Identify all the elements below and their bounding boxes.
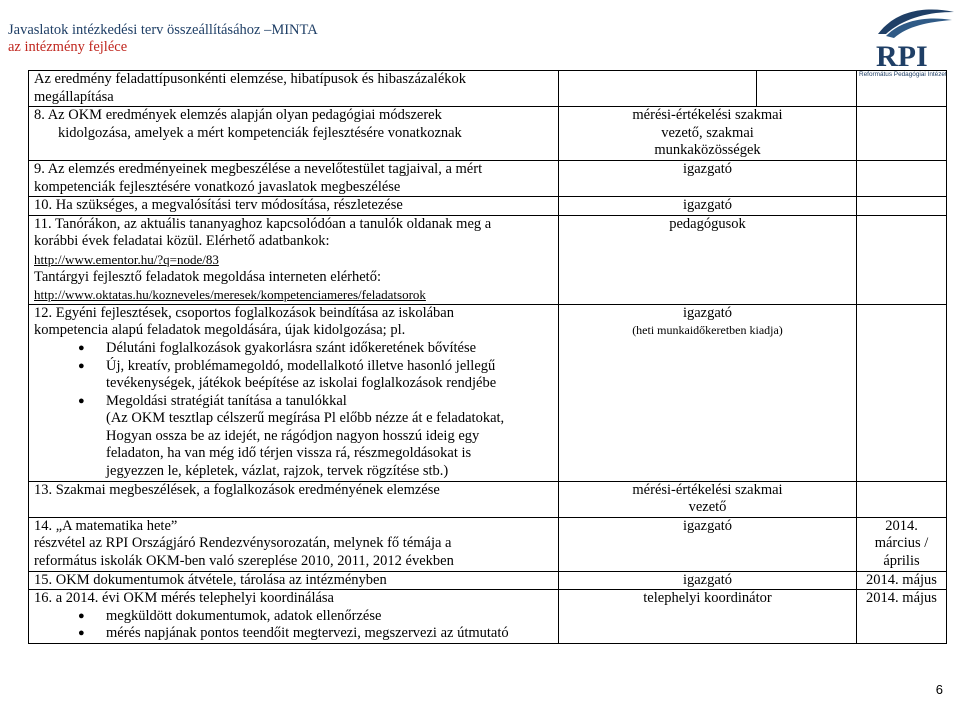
feladatsorok-link[interactable]: http://www.oktatas.hu/kozneveles/meresek/kompetenciameres/feladatsorok — [34, 287, 426, 303]
task-cell — [29, 517, 559, 571]
responsible-text: vezető — [688, 499, 727, 516]
table-row — [29, 590, 947, 644]
deadline-cell: 2014. május — [857, 571, 947, 590]
deadline-text: március / — [874, 535, 929, 552]
task-cell: 13. Szakmai megbeszélések, a foglalkozások eredményének elemzése — [29, 481, 559, 517]
task-text: 8. Az OKM eredmények elemzés alapján olyan pedagógiai módszerek — [34, 107, 442, 124]
rpi-logo — [856, 4, 956, 78]
responsible-text: munkaközösségek — [654, 142, 761, 159]
deadline-cell: 2014. május — [857, 590, 947, 644]
document-header-title: Javaslatok intézkedési terv összeállításához –MINTA — [8, 22, 318, 38]
rpi-logo-caption: Református Pedagógiai Intézet — [859, 71, 947, 78]
task-text: 16. a 2014. évi OKM mérés telephelyi koordinálása — [34, 590, 334, 607]
responsible-cell: igazgató — [559, 571, 857, 590]
responsible-text: mérési-értékelési szakmai — [632, 481, 783, 498]
task-text: korábbi évek feladatai közül. Elérhető adatbankok: — [34, 233, 330, 250]
task-text: kompetenciák fejlesztésére vonatkozó javaslatok megbeszélése — [34, 178, 401, 195]
deadline-text: április — [883, 553, 920, 570]
table-row — [29, 571, 947, 590]
task-text: kidolgozása, amelyek a mért kompetenciák fejlesztésére vonatkoznak — [58, 124, 462, 141]
task-cell — [29, 215, 559, 304]
task-text: Az eredmény feladattípusonkénti elemzése, hibatípusok és hibaszázalékok — [34, 71, 467, 87]
action-plan-table — [28, 70, 947, 644]
bullet-continuation: feladaton, ha van még idő térjen vissza rá, részmegoldásokat is — [106, 445, 472, 462]
task-cell: 10. Ha szükséges, a megvalósítási terv módosítása, részletezése — [29, 197, 559, 216]
responsible-text: vezető, szakmai — [661, 124, 754, 141]
task-text: részvétel az RPI Országjáró Rendezvénysorozatán, melynek fő témája a — [34, 535, 452, 552]
task-cell — [29, 160, 559, 196]
bullet-item: ● Megoldási stratégiát tanítása a tanulókkal — [34, 393, 553, 411]
responsible-cell: igazgató — [559, 197, 857, 216]
table-row — [29, 71, 947, 107]
task-text: 9. Az elemzés eredményeinek megbeszélése a nevelőtestület tagjaival, a mért — [34, 160, 483, 177]
document-header-subtitle: az intézmény fejléce — [8, 39, 128, 55]
deadline-cell — [857, 517, 947, 571]
task-text: Tantárgyi fejlesztő feladatok megoldása interneten elérhető: — [34, 268, 381, 285]
task-text: 12. Egyéni fejlesztések, csoportos foglalkozások beindítása az iskolában — [34, 304, 454, 321]
responsible-note: (heti munkaidőkeretben kiadja) — [632, 323, 783, 338]
task-text: megállapítása — [34, 88, 114, 105]
responsible-cell: telephelyi koordinátor — [559, 590, 857, 644]
table-row — [29, 160, 947, 196]
task-cell — [29, 71, 559, 107]
task-text: 14. „A matematika hete” — [34, 517, 178, 534]
responsible-cell: pedagógusok — [559, 215, 857, 304]
responsible-cell — [559, 107, 857, 161]
databank-link[interactable]: http://www.ementor.hu/?q=node/83 — [34, 251, 219, 267]
page-number: 6 — [935, 682, 943, 697]
bullet-item: ● Új, kreatív, problémamegoldó, modellalkotó illetve hasonló jellegű — [34, 358, 553, 376]
responsible-cell: igazgató — [559, 160, 857, 196]
bullet-continuation: (Az OKM tesztlap célszerű megírása Pl előbb nézze át e feladatokat, — [106, 410, 505, 427]
responsible-cell — [559, 304, 857, 481]
task-cell: 15. OKM dokumentumok átvétele, tárolása az intézményben — [29, 571, 559, 590]
task-cell — [29, 304, 559, 481]
table-row — [29, 107, 947, 161]
table-row — [29, 304, 947, 481]
table-row — [29, 481, 947, 517]
table-row — [29, 197, 947, 216]
rpi-logo-letters: RPI — [876, 40, 928, 73]
responsible-text: mérési-értékelési szakmai — [632, 107, 783, 124]
bullet-continuation: Hogyan ossza be az idejét, ne rágódjon nagyon hosszú ideig egy — [106, 427, 480, 444]
bullet-item: ● megküldött dokumentumok, adatok ellenőrzése — [34, 608, 553, 626]
responsible-cell: igazgató — [559, 517, 857, 571]
task-cell — [29, 590, 559, 644]
deadline-text: 2014. — [885, 517, 918, 534]
responsible-text: igazgató — [682, 304, 733, 321]
bullet-item: ● Délutáni foglalkozások gyakorlásra szánt időkeretének bővítése — [34, 340, 553, 358]
task-text: kompetencia alapú feladatok megoldására, újak kidolgozása; pl. — [34, 322, 406, 339]
table-row — [29, 215, 947, 304]
table-row — [29, 517, 947, 571]
bullet-item: ● mérés napjának pontos teendőit megtervezi, megszervezi az útmutató — [34, 625, 553, 643]
responsible-cell — [559, 481, 857, 517]
bullet-continuation: jegyezzen le, képletek, vázlat, rajzok, tervek rögzítése stb.) — [106, 463, 449, 480]
rpi-logo-graphic — [856, 4, 956, 78]
task-cell — [29, 107, 559, 161]
task-text: 11. Tanórákon, az aktuális tananyaghoz kapcsolódóan a tanulók oldanak meg a — [34, 215, 492, 232]
bullet-continuation: tevékenységek, játékok beépítése az iskolai foglalkozások rendjébe — [106, 375, 497, 392]
task-text: református iskolák OKM-ben való szereplése 2010, 2011, 2012 években — [34, 553, 454, 570]
